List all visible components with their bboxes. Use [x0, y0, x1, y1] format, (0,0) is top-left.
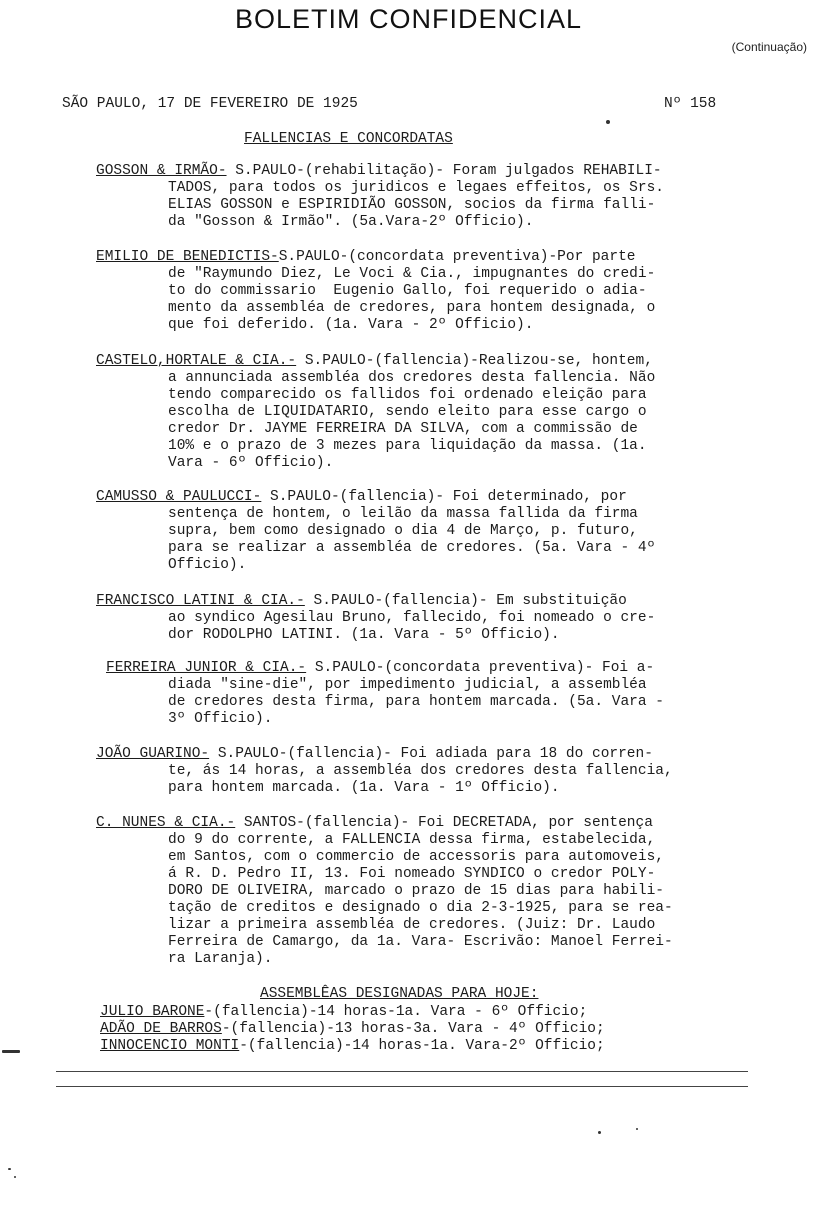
entry-line: S.PAULO-(fallencia)- Foi adiada para 18 do corren- — [209, 746, 653, 762]
entry-line: lizar a primeira assembléa de credores. (Juiz: Dr. Laudo — [168, 917, 656, 933]
entry-line: to do commissario Eugenio Gallo, foi requerido o adia- — [168, 283, 647, 299]
entry-francisco-latini — [96, 593, 756, 644]
scan-speck — [636, 1128, 638, 1130]
entry-line: escolha de LIQUIDATARIO, sendo eleito para esse cargo o — [168, 404, 647, 420]
entry-line: para se realizar a assembléa de credores. (5a. Vara - 4º — [168, 540, 656, 556]
entry-line: que foi deferido. (1a. Vara - 2º Officio). — [168, 317, 534, 333]
assembly-item — [100, 1021, 605, 1038]
entry-c-nunes — [96, 815, 756, 968]
scan-speck — [14, 1176, 16, 1178]
entry-name: CAMUSSO & PAULUCCI- — [96, 489, 262, 505]
bulletin-title: BOLETIM CONFIDENCIAL — [234, 4, 583, 34]
assemblies-heading: ASSEMBLÊAS DESIGNADAS PARA HOJE: — [260, 986, 539, 1002]
entry-line: S.PAULO-(concordata preventiva)-Por parte — [278, 249, 636, 265]
dateline: SÃO PAULO, 17 DE FEVEREIRO DE 1925 — [62, 96, 358, 112]
assembly-name: INNOCENCIO MONTI — [100, 1038, 240, 1054]
entry-line: para hontem marcada. (1a. Vara - 1º Officio). — [168, 780, 560, 796]
entry-line: ao syndico Agesilau Bruno, fallecido, foi nomeado o cre- — [168, 610, 656, 626]
entry-line: em Santos, com o commercio de accessoris para automoveis, — [168, 849, 664, 865]
entry-line: S.PAULO-(fallencia)-Realizou-se, hontem, — [296, 353, 653, 369]
entry-line: a annunciada assembléa dos credores desta fallencia. Não — [168, 370, 656, 386]
entry-camusso-paulucci — [96, 489, 756, 574]
entry-line: supra, bem como designado o dia 4 de Março, p. futuro, — [168, 523, 638, 539]
assembly-name: ADÃO DE BARROS — [100, 1021, 222, 1037]
entry-line: de "Raymundo Diez, Le Voci & Cia., impugnantes do credi- — [168, 266, 656, 282]
entry-name: FERREIRA JUNIOR & CIA.- — [106, 660, 307, 676]
entry-gosson-irmao — [96, 163, 756, 231]
entry-name: EMILIO DE BENEDICTIS- — [96, 249, 279, 265]
entry-line: S.PAULO-(rehabilitação)- Foram julgados REHABILI- — [226, 163, 662, 179]
entry-castelo-hortale — [96, 353, 756, 472]
section-heading: FALLENCIAS E CONCORDATAS — [244, 131, 453, 147]
entry-line: credor Dr. JAYME FERREIRA DA SILVA, com a commissão de — [168, 421, 638, 437]
entry-line: ra Laranja). — [168, 951, 273, 967]
entry-line: tendo comparecido os fallidos foi ordenado eleição para — [168, 387, 647, 403]
entry-line: TADOS, para todos os juridicos e legaes effeitos, os Srs. — [168, 180, 664, 196]
bulletin-number: Nº 158 — [664, 96, 717, 112]
entry-line: Officio). — [168, 557, 247, 573]
entry-line: te, ás 14 horas, a assembléa dos credores desta fallencia, — [168, 763, 673, 779]
assembly-detail: -(fallencia)-14 horas-1a. Vara-2º Officio; — [239, 1038, 605, 1054]
entry-line: DORO DE OLIVEIRA, marcado o prazo de 15 dias para habili- — [168, 883, 664, 899]
entry-name: C. NUNES & CIA.- — [96, 815, 236, 831]
assembly-item — [100, 1038, 605, 1055]
entry-line: Ferreira de Camargo, da 1a. Vara- Escrivão: Manoel Ferrei- — [168, 934, 673, 950]
divider-rule — [56, 1071, 748, 1072]
entry-name: JOÃO GUARINO- — [96, 746, 210, 762]
scan-speck — [598, 1131, 601, 1134]
entry-line: SANTOS-(fallencia)- Foi DECRETADA, por sentença — [235, 815, 653, 831]
entry-line: á R. D. Pedro II, 13. Foi nomeado SYNDICO o credor POLY- — [168, 866, 656, 882]
entry-name: FRANCISCO LATINI & CIA.- — [96, 593, 305, 609]
entry-line: ELIAS GOSSON e ESPIRIDIÃO GOSSON, socios da firma falli- — [168, 197, 656, 213]
assembly-detail: -(fallencia)-13 horas-3a. Vara - 4º Officio; — [221, 1021, 605, 1037]
entry-ferreira-junior — [106, 660, 766, 728]
assembly-detail: -(fallencia)-14 horas-1a. Vara - 6º Officio; — [204, 1004, 588, 1020]
continuation-note: (Continuação) — [731, 40, 807, 54]
entry-emilio-de-benedictis — [96, 249, 756, 334]
entry-line: diada "sine-die", por impedimento judicial, a assembléa — [168, 677, 647, 693]
entry-line: S.PAULO-(fallencia)- Em substituição — [304, 593, 627, 609]
entry-line: da "Gosson & Irmão". (5a.Vara-2º Officio). — [168, 214, 534, 230]
scan-speck — [8, 1168, 11, 1170]
assembly-item — [100, 1004, 587, 1021]
entry-line: S.PAULO-(concordata preventiva)- Foi a- — [306, 660, 655, 676]
entry-line: dor RODOLPHO LATINI. (1a. Vara - 5º Officio). — [168, 627, 560, 643]
entry-name: CASTELO,HORTALE & CIA.- — [96, 353, 297, 369]
entry-line: de credores desta firma, para hontem marcada. (5a. Vara - — [168, 694, 664, 710]
entry-joao-guarino — [96, 746, 756, 797]
entry-line: mento da assembléa de credores, para hontem designada, o — [168, 300, 656, 316]
assembly-name: JULIO BARONE — [100, 1004, 205, 1020]
entry-line: 10% e o prazo de 3 mezes para liquidação da massa. (1a. — [168, 438, 647, 454]
entry-line: tação de creditos e designado o dia 2-3-1925, para se rea- — [168, 900, 673, 916]
scan-mark — [2, 1050, 20, 1053]
entry-line: sentença de hontem, o leilão da massa fallida da firma — [168, 506, 638, 522]
divider-rule — [56, 1086, 748, 1087]
entry-line: 3º Officio). — [168, 711, 273, 727]
entry-line: S.PAULO-(fallencia)- Foi determinado, por — [261, 489, 627, 505]
entry-name: GOSSON & IRMÃO- — [96, 163, 227, 179]
scan-speck — [606, 120, 610, 124]
entry-line: Vara - 6º Officio). — [168, 455, 334, 471]
entry-line: do 9 do corrente, a FALLENCIA dessa firma, estabelecida, — [168, 832, 656, 848]
